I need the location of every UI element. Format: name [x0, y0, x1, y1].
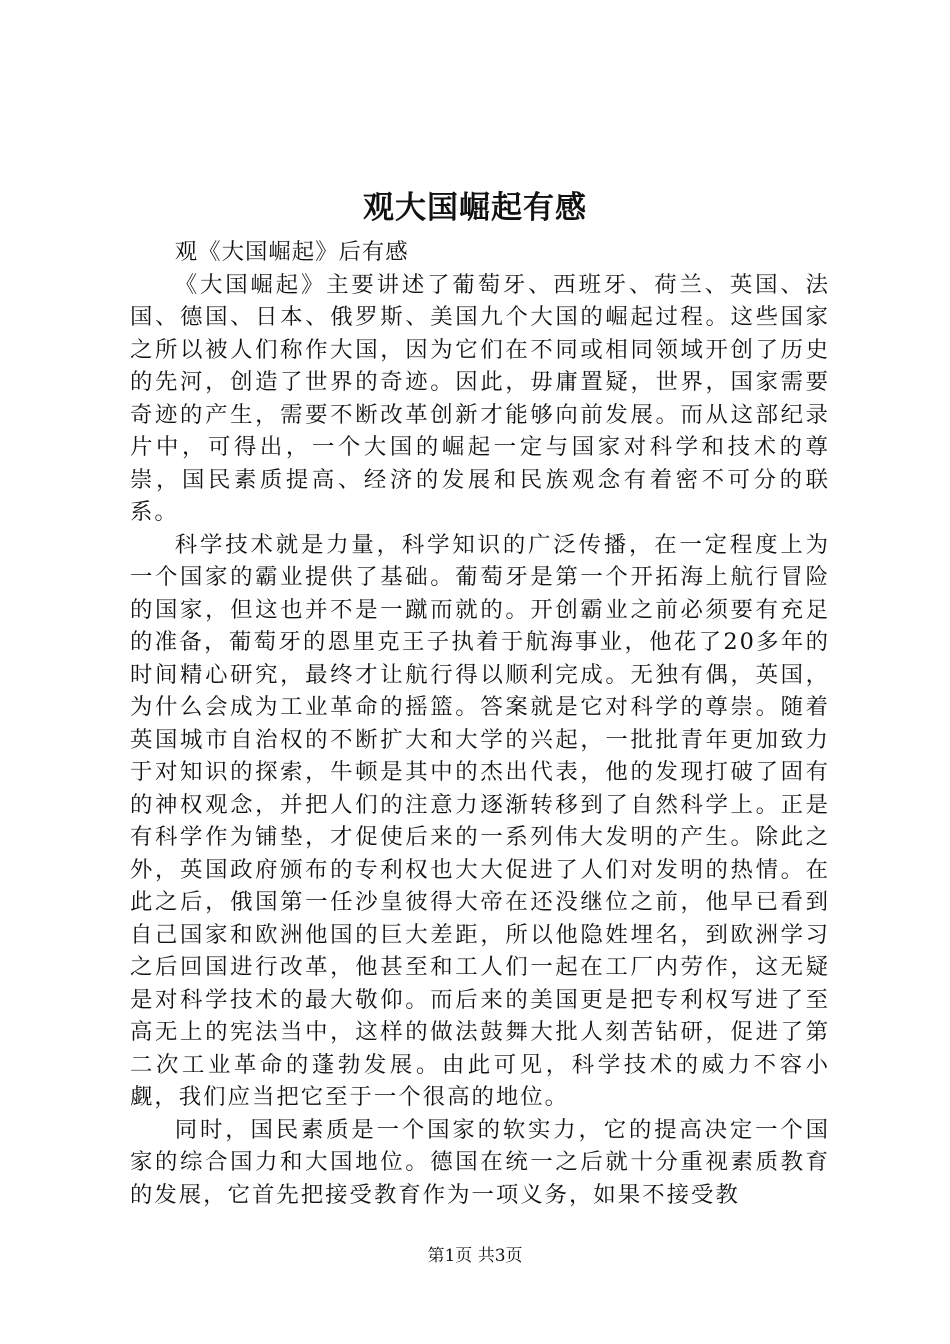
paragraph: 同时，国民素质是一个国家的软实力，它的提高决定一个国家的综合国力和大国地位。德国在统一之后就十分重视素质教育的发展，它首先把接受教育作为一项义务，如果不接受教: [130, 1116, 830, 1208]
document-body: [130, 236, 830, 1211]
document-title: 观大国崛起有感: [363, 190, 587, 226]
paragraph: 《大国崛起》主要讲述了葡萄牙、西班牙、荷兰、英国、法国、德国、日本、俄罗斯、美国九个大国的崛起过程。这些国家之所以被人们称作大国，因为它们在不同或相同领域开创了历史的先河，创造了世界的奇迹。因此，毋庸置疑，世界，国家需要奇迹的产生，需要不断改革创新才能够向前发展。而从这部纪录片中，可得出，一个大国的崛起一定与国家对科学和技术的尊崇，国民素质提高、经济的发展和民族观念有着密不可分的联系。: [130, 271, 830, 525]
paragraph: 科学技术就是力量，科学知识的广泛传播，在一定程度上为一个国家的霸业提供了基础。葡萄牙是第一个开拓海上航行冒险的国家，但这也并不是一蹴而就的。开创霸业之前必须要有充足的准备，葡萄牙的恩里克王子执着于航海事业，他花了20多年的时间精心研究，最终才让航行得以顺利完成。无独有偶，英国，为什么会成为工业革命的摇篮。答案就是它对科学的尊崇。随着英国城市自治权的不断扩大和大学的兴起，一批批青年更加致力于对知识的探索，牛顿是其中的杰出代表，他的发现打破了固有的神权观念，并把人们的注意力逐渐转移到了自然科学上。正是有科学作为铺垫，才促使后来的一系列伟大发明的产生。除此之外，英国政府颁布的专利权也大大促进了人们对发明的热情。在此之后，俄国第一任沙皇彼得大帝在还没继位之前，他早已看到自己国家和欧洲他国的巨大差距，所以他隐姓埋名，到欧洲学习之后回国进行改革，他甚至和工人们一起在工厂内劳作，这无疑是对科学技术的最大敬仰。而后来的美国更是把专利权写进了至高无上的宪法当中，这样的做法鼓舞大批人刻苦钻研，促进了第二次工业革命的蓬勃发展。由此可见，科学技术的威力不容小觑，我们应当把它至于一个很高的地位。: [130, 531, 830, 1110]
document-subtitle: 观《大国崛起》后有感: [174, 239, 409, 265]
page-number-footer: 第1页 共3页: [427, 1246, 523, 1266]
